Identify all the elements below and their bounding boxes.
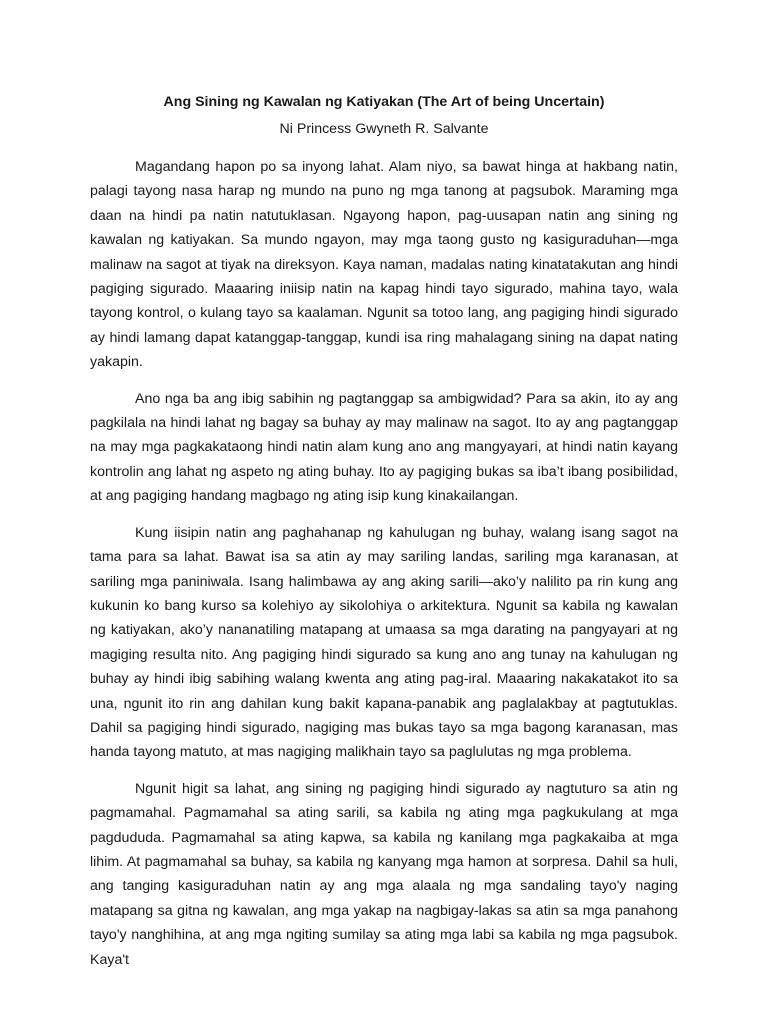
document-body	[90, 92, 678, 972]
document-title: Ang Sining ng Kawalan ng Katiyakan (The Art of being Uncertain)	[163, 94, 605, 110]
paragraph-4: Ngunit higit sa lahat, ang sining ng pagiging hindi sigurado ay nagtuturo sa atin ng pagmamahal. Pagmamahal sa ating sarili, sa kabila ng ating mga pagkukulang at mga pagdududa. Pagmamahal sa ating kapwa, sa kabila ng kanilang mga pagkakaiba at mga lihim. At pagmamahal sa buhay, sa kabila ng kanyang mga hamon at sorpresa. Dahil sa huli, ang tanging kasiguraduhan natin ay ang mga alaala ng mga sandaling tayo'y naging matapang sa gitna ng kawalan, ang mga yakap na nagbigay-lakas sa atin sa mga panahong tayo'y nanghihina, at ang mga ngiting sumilay sa ating mga labi sa kabila ng mga pagsubok. Kaya't	[90, 780, 678, 968]
paragraph-3: Kung iisipin natin ang paghahanap ng kahulugan ng buhay, walang isang sagot na tama para sa lahat. Bawat isa sa atin ay may sariling landas, sariling mga karanasan, at sariling mga paniniwala. Isang halimbawa ay ang aking sarili—ako’y nalilito pa rin kung ang kukunin ko bang kurso sa kolehiyo ay sikolohiya o arkitektura. Ngunit sa kabila ng kawalan ng katiyakan, ako’y nananatiling matapang at umaasa sa mga darating na pangyayari at ng magiging resulta nito. Ang pagiging hindi sigurado sa kung ano ang tunay na kahulugan ng buhay ay hindi ibig sabihing walang kwenta ang ating pag-iral. Maaaring nakakatakot ito sa una, ngunit ito rin ang dahilan kung bakit kapana-panabik ang paglalakbay at pagtutuklas. Dahil sa pagiging hindi sigurado, nagiging mas bukas tayo sa mga bagong karanasan, mas handa tayong matuto, at mas nagiging malikhain tayo sa paglulutas ng mga problema.	[90, 524, 678, 761]
paragraph-1: Magandang hapon po sa inyong lahat. Alam niyo, sa bawat hinga at hakbang natin, palagi tayong nasa harap ng mundo na puno ng mga tanong at pagsubok. Maraming mga daan na hindi pa natin natutuklasan. Ngayong hapon, pag-uusapan natin ang sining ng kawalan ng katiyakan. Sa mundo ngayon, may mga taong gusto ng kasiguraduhan—mga malinaw na sagot at tiyak na direksyon. Kaya naman, madalas nating kinatatakutan ang hindi pagiging sigurado. Maaaring iniisip natin na kapag hindi tayo sigurado, mahina tayo, wala tayong kontrol, o kulang tayo sa kaalaman. Ngunit sa totoo lang, ang pagiging hindi sigurado ay hindi lamang dapat katanggap-tanggap, kundi isa ring mahalagang sining na dapat nating yakapin.	[90, 159, 678, 371]
paragraph-2: Ano nga ba ang ibig sabihin ng pagtanggap sa ambigwidad? Para sa akin, ito ay ang pagkilala na hindi lahat ng bagay sa buhay ay may malinaw na sagot. Ito ay ang pagtanggap na may mga pagkakataong hindi natin alam kung ano ang mangyayari, at hindi natin kayang kontrolin ang lahat ng aspeto ng ating buhay. Ito ay pagiging bukas sa iba’t ibang posibilidad, at ang pagiging handang magbago ng ating isip kung kinakailangan.	[90, 390, 678, 505]
document-author: Ni Princess Gwyneth R. Salvante	[279, 121, 489, 137]
